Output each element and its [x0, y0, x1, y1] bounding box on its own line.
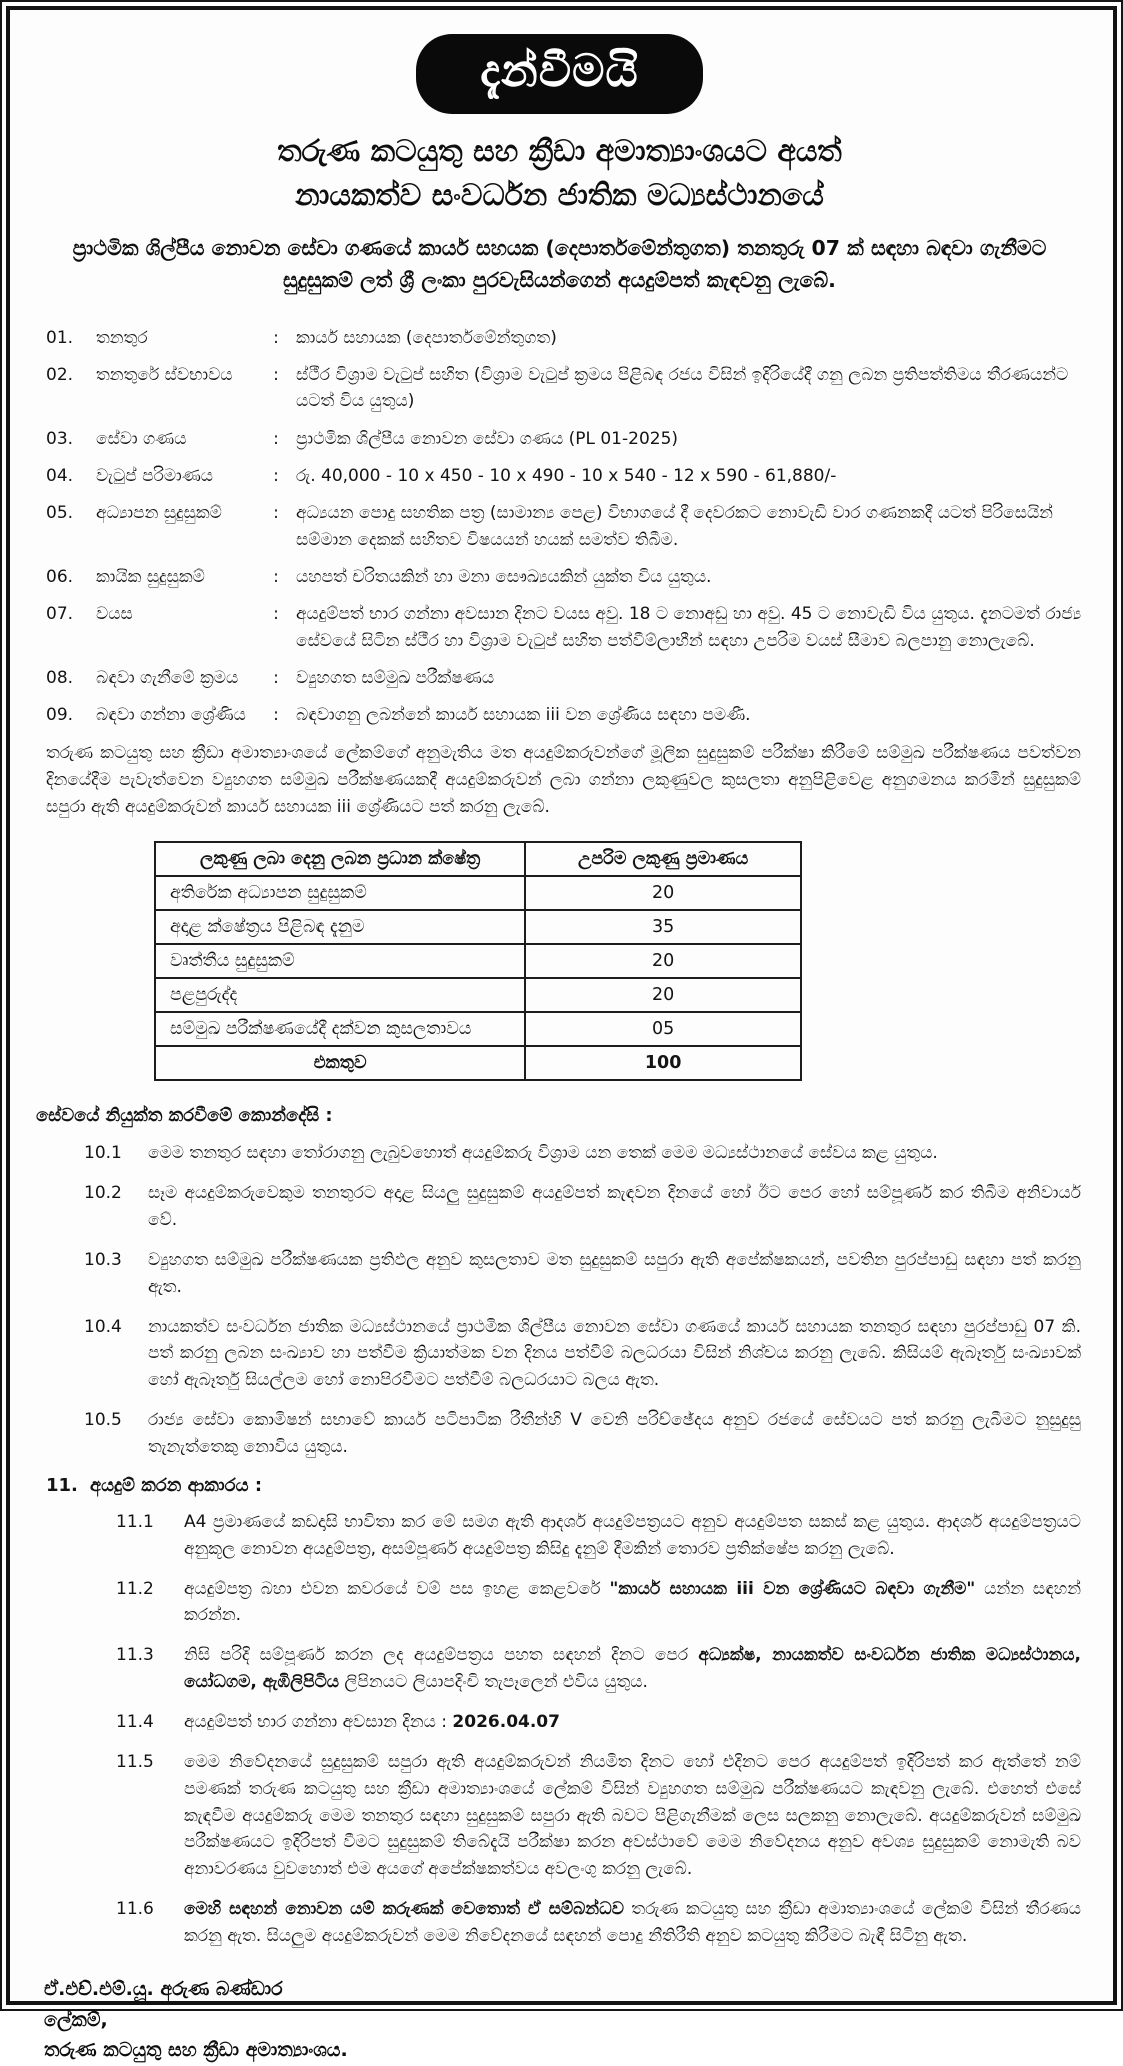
- vacancy-intro: ප්‍රාථමික ශිල්පීය නොවන සේවා ගණයේ කාර්ය සහයක (දෙපාර්තමේන්තුගත) තනතුරු 07 ක් සඳහා බඳවා ගැනීමට සුදුසුකම් ලත් ශ්‍රී ලංකා පුරවැසියන්ගෙන් අයදුම්පත් කැඳවනු ලැබේ.: [72, 236, 1047, 292]
- application-item-11-1: [116, 1509, 1081, 1563]
- detail-item-06: [36, 564, 1083, 590]
- detail-value: අයදුම්පත් භාර ගන්නා අවසාන දිනට වයස අවු. 18 ට නොඅඩු හා අවු. 45 ට නොවැඩි විය යුතුය. දැනටමත් රාජ්‍ය සේවයේ සිටින ස්ථීර හා විශ්‍රාම වැටුප් සහිත පත්වීම්ලාභීන් සඳහා උපරිම වයස් සීමාව බලපානු නොලැබේ.: [296, 604, 1082, 651]
- detail-item-09: [36, 702, 1083, 728]
- condition-no: 10.4: [84, 1316, 122, 1337]
- detail-item-02: [36, 362, 1083, 415]
- application-item-11-4: [116, 1709, 1081, 1736]
- application-section-no: 11.: [46, 1474, 78, 1496]
- detail-value: ස්ථීර විශ්‍රාම වැටුප් සහිත (විශ්‍රාම වැටුප් ක්‍රමය පිළිබඳ රජය විසින් ඉදිරියේදී ගනු ලබන ප්‍රතිපත්තිමය තීරණයන්ට යටත් විය යුතුය): [296, 364, 1069, 412]
- detail-no: 09.: [46, 705, 74, 726]
- scoring-table-header-row: [155, 842, 801, 876]
- detail-value: යහපත් චරිතයකින් හා මනා සෞඛ්‍යයකින් යුක්ත විය යුතුය.: [296, 566, 712, 587]
- score-row: [155, 910, 801, 944]
- detail-label: වැටුප් පරිමාණය: [96, 465, 214, 486]
- application-text-bold: මෙහි සඳහන් නොවන යම් කරුණක් වෙතොත් ඒ සම්බන්ධව: [184, 1899, 624, 1920]
- ministry-title: [36, 130, 1083, 217]
- application-item-11-6: [116, 1896, 1081, 1950]
- condition-no: 10.1: [84, 1143, 122, 1164]
- score-label-cell: අදාළ ක්ෂේත්‍රය පිළිබඳ දැනුම: [155, 910, 525, 944]
- application-list: [36, 1509, 1083, 1950]
- score-label-cell: පළපුරුද්ද: [155, 978, 525, 1012]
- detail-list: [36, 325, 1083, 729]
- condition-text: නායකත්ව සංවර්ධන ජාතික මධ්‍යස්ථානයේ ප්‍රාථමික ශිල්පීය නොවන සේවා ගණයේ කාර්ය සහායක තනතුර සඳහා පුරප්පාඩු 07 කි. පත් කරනු ලබන සංඛ්‍යාව හා පත්වීම ක්‍රියාත්මක වන දිනය පත්වීම් බලධරයා විසින් නිශ්චය කරනු ලැබේ. කිසියම් ඇබෑර්තු සංඛ්‍යාවක් හෝ ඇබෑර්තු සියල්ලම හෝ නොපිරවීමට පත්වීම් බලධරයාට බලය ඇත.: [148, 1316, 1081, 1391]
- condition-text: ව්‍යුහගත සම්මුඛ පරීක්ෂණයක ප්‍රතිඵල අනුව කුසලතාව මත සුදුසුකම් සපුරා ඇති අපේක්ෂකයන්, පවතින පුරප්පාඩු සඳහා පත් කරනු ඇත.: [148, 1249, 1081, 1297]
- notice-inner-frame: [6, 6, 1117, 2062]
- application-text-pre: නිසි පරිදි සම්පූර්ණ කරන ලද අයදුම්පත්‍රය පහත සඳහන් දිනට පෙර: [184, 1645, 699, 1666]
- application-text: [184, 1509, 1081, 1563]
- condition-text: මෙම තනතුර සඳහා තෝරාගනු ලැබුවහොත් අයදුම්කරු විශ්‍රාම යන තෙක් මෙම මධ්‍යස්ථානයේ සේවය කළ යුතුය.: [148, 1143, 938, 1164]
- application-text: [184, 1709, 1081, 1736]
- detail-value: බඳවාගනු ලබන්නේ කාර්ය සහායක iii වන ශ්‍රේණිය සඳහා පමණී.: [296, 705, 751, 726]
- application-item-11-2: [116, 1576, 1081, 1630]
- banner-title: දැන්වීමයි: [480, 44, 639, 97]
- detail-colon: :: [273, 327, 279, 348]
- detail-value: කාර්ය සහායක (දෙපාර්තමේන්තුගත): [296, 327, 557, 348]
- detail-no: 01.: [46, 327, 74, 348]
- conditions-heading: සේවයේ නියුක්ත කරවීමේ කොන්දේසි :: [36, 1105, 333, 1127]
- condition-no: 10.5: [84, 1410, 122, 1431]
- score-value-cell: 05: [525, 1012, 801, 1046]
- application-no: 11.2: [116, 1578, 154, 1599]
- score-label-cell: වෘත්තීය සුදුසුකම්: [155, 944, 525, 978]
- detail-label: තනතුර: [96, 327, 148, 348]
- detail-item-04: [36, 463, 1083, 489]
- detail-colon: :: [273, 364, 279, 385]
- score-total-row: [155, 1046, 801, 1080]
- application-text-post: තරුණ කටයුතු සහ ක්‍රීඩා අමාත්‍යාංශයේ ලේකම් විසින් තීරණය කරනු ඇත. සියලුම අයදුම්කරුවන් මෙම නිවේදනයේ සඳහන් පොදු නීතිරීති අනුව කටයුතු කිරීමට බැඳී සිටිනු ඇත.: [184, 1899, 1082, 1946]
- application-no: 11.5: [116, 1751, 154, 1772]
- detail-item-07: [36, 601, 1083, 654]
- application-no: 11.4: [116, 1711, 154, 1732]
- detail-label: අධ්‍යාපන සුදුසුකම්: [96, 503, 222, 524]
- detail-label: බඳවා ගන්නා ශ්‍රේණිය: [96, 705, 246, 726]
- signatory-name: ඒ.එච්.එම්.යූ. අරුණ බණ්ඩාර: [44, 1977, 283, 2000]
- application-text-post: ලිපිනයට ලියාපදිංචි තැපෑලෙන් එවිය යුතුය.: [339, 1672, 648, 1693]
- detail-label: තනතුරේ ස්වභාවය: [96, 364, 233, 385]
- detail-label: බඳවා ගැනීමේ ක්‍රමය: [96, 667, 239, 688]
- detail-no: 05.: [46, 503, 74, 524]
- application-text-pre: මෙම නිවේදනයේ සුදුසුකම් සපුරා ඇති අයදුම්කරුවන් නියමිත දිනට හෝ එදිනට පෙර අයදුම්පත් ඉදිරිපත් කර ඇත්තේ නම් පමණක් තරුණ කටයුතු සහ ක්‍රීඩා අමාත්‍යාංශයේ ලේකම් විසින් ව්‍යුහගත සම්මුඛ පරීක්ෂණයට කැඳවනු ලැබේ. එහෙත් එසේ කැඳවීම අයදුම්කරු මෙම තනතුර සඳහා සුදුසුකම් සපුරා ඇති බවට පිළිගැනීමක් ලෙස සලකනු නොලැබේ. අයදුම්කරුවන් සම්මුඛ පරීක්ෂණයට ඉදිරිපත් වීමට සුදුසුකම් තිබේදැයි පරීක්ෂා කරන අවස්ථාවේ මෙම නිවේදනය අනුව අවශ්‍ය සුදුසුකම් නොමැති බව අනාවරණය වුවහොත් එම අයගේ අපේක්ෂකත්වය අවලංගු කරනු ලැබේ.: [184, 1751, 1081, 1880]
- detail-colon: :: [273, 667, 279, 688]
- score-value-cell: 20: [525, 978, 801, 1012]
- conditions-list: [36, 1140, 1083, 1461]
- application-text: [184, 1642, 1081, 1696]
- condition-no: 10.2: [84, 1183, 122, 1204]
- detail-value: ප්‍රාථමික ශිල්පීය නොවන සේවා ගණය (PL 01-2025): [296, 428, 679, 449]
- detail-no: 06.: [46, 566, 74, 587]
- detail-colon: :: [273, 566, 279, 587]
- signatory-org: තරුණ කටයුතු සහ ක්‍රීඩා අමාත්‍යාංශය.: [44, 2039, 348, 2062]
- detail-colon: :: [273, 465, 279, 486]
- detail-colon: :: [273, 604, 279, 625]
- application-text: [184, 1896, 1081, 1950]
- score-value-cell: 35: [525, 910, 801, 944]
- score-row: [155, 978, 801, 1012]
- condition-no: 10.3: [84, 1249, 122, 1270]
- application-item-11-5: [116, 1749, 1081, 1883]
- condition-item-10-1: [84, 1140, 1081, 1167]
- detail-no: 04.: [46, 465, 74, 486]
- signature-block: [44, 1974, 1083, 2066]
- application-section-heading: [46, 1475, 1083, 1496]
- score-label-cell: සම්මුඛ පරීක්ෂණයේදී දක්වන කුසලතාවය: [155, 1012, 525, 1046]
- score-total-label: එකතුව: [155, 1046, 525, 1080]
- scoring-header-max-marks: උපරිම ලකුණු ප්‍රමාණය: [525, 842, 801, 876]
- selection-note: තරුණ කටයුතු සහ ක්‍රීඩා අමාත්‍යාංශයේ ලේකම්ගේ අනුමැතිය මත අයදුම්කරුවන්ගේ මූලික සුදුසුකම් පරීක්ෂා කිරීමේ සම්මුඛ පරීක්ෂණය පවත්වන දිනයේදීම පැවැත්වෙන ව්‍යුහගත සම්මුඛ පරීක්ෂණයකදී අයදුම්කරුවන් ලබා ගන්නා ලකුණුවල කුසලතා අනුපිළිවෙළ අනුගමනය කරමින් සුදුසුකම් සපුරා ඇති අයදුම්කරුවන් කාර්ය සහායක iii ශ්‍රේණියට පත් කරනු ලැබේ.: [46, 742, 1081, 818]
- condition-text: රාජ්‍ය සේවා කොමිෂන් සභාවේ කාර්ය පටිපාටික රීතීන්හි V වෙනි පරිච්ඡේදය අනුව රජයේ සේවයට පත් කරනු ලැබීමට නුසුදුසු තැනැත්තෙකු නොවිය යුතුය.: [148, 1410, 1081, 1457]
- banner-row: [36, 34, 1083, 114]
- application-text-post: යන්න සඳහන් කරන්න.: [184, 1578, 1081, 1626]
- detail-colon: :: [273, 705, 279, 726]
- application-text-bold: අධ්‍යක්ෂ, නායකත්ව සංවර්ධන ජාතික මධ්‍යස්ථානය, යෝධගම, ඇඹිලිපිටිය: [184, 1645, 1081, 1693]
- application-text: [184, 1749, 1081, 1883]
- detail-colon: :: [273, 428, 279, 449]
- score-row: [155, 944, 801, 978]
- application-no: 11.3: [116, 1645, 154, 1666]
- condition-item-10-2: [84, 1180, 1081, 1234]
- scoring-header-areas: ලකුණු ලබා දෙනු ලබන ප්‍රධාන ක්ෂේත්‍ර: [155, 842, 525, 876]
- application-text-pre: අයදුම්පත්‍ර බහා එවන කවරයේ වම් පස ඉහළ කෙළවරේ: [184, 1578, 610, 1599]
- application-closing-date: 2026.04.07: [452, 1711, 560, 1732]
- application-text-pre: අයදුම්පත් භාර ගන්නා අවසාන දිනය :: [184, 1711, 453, 1732]
- detail-no: 07.: [46, 604, 74, 625]
- application-text-pre: A4 ප්‍රමාණයේ කඩදාසි භාවිතා කර මේ සමග ඇති ආදර්ශ අයදුම්පත්‍රයට අනුව අයදුම්පත සකස් කළ යුතුය. ආදර්ශ අයදුම්පත්‍රයට අනුකූල නොවන අයදුම්පත්‍ර, අසම්පූර්ණ අයදුම්පත්‍ර කිසිදු දැනුම් දීමකින් තොරව ප්‍රතික්ෂේප කරනු ලැබේ.: [184, 1511, 1081, 1559]
- score-total-value: 100: [525, 1046, 801, 1080]
- detail-no: 08.: [46, 667, 74, 688]
- score-row: [155, 1012, 801, 1046]
- application-item-11-3: [116, 1642, 1081, 1696]
- detail-no: 03.: [46, 428, 74, 449]
- score-row: [155, 876, 801, 910]
- application-no: 11.1: [116, 1511, 154, 1532]
- detail-item-01: [36, 325, 1083, 351]
- application-text-bold: "කාර්ය සහායක iii වන ශ්‍රේණියට බඳවා ගැනීම": [609, 1578, 976, 1599]
- detail-item-08: [36, 665, 1083, 691]
- score-label-cell: අතිරේක අධ්‍යාපන සුදුසුකම්: [155, 876, 525, 910]
- scoring-table: [154, 841, 802, 1081]
- signatory-title: ලේකම්,: [44, 2008, 108, 2031]
- score-value-cell: 20: [525, 876, 801, 910]
- detail-label: වයස: [96, 604, 133, 625]
- detail-no: 02.: [46, 364, 74, 385]
- score-value-cell: 20: [525, 944, 801, 978]
- detail-item-05: [36, 500, 1083, 553]
- application-text: [184, 1576, 1081, 1630]
- detail-value: අධ්‍යයන පොදු සහතික පත්‍ර (සාමාන්‍ය පෙළ) විභාගයේ දී දෙවරකට නොවැඩි වාර ගණනකදී යටත් පිරිසෙයින් සම්මාන දෙකක් සහිතව විෂයයන් හයක් සමත්ව තිබීම.: [296, 503, 1053, 550]
- detail-colon: :: [273, 503, 279, 524]
- condition-item-10-5: [84, 1407, 1081, 1461]
- ministry-title-line-1: තරුණ කටයුතු සහ ක්‍රීඩා අමාත්‍යාංශයට අයත්: [277, 134, 842, 169]
- application-heading: අයදුම් කරන ආකාරය :: [90, 1474, 263, 1496]
- ministry-title-line-2: නායකත්ව සංවර්ධන ජාතික මධ්‍යස්ථානයේ: [295, 177, 824, 213]
- detail-label: සේවා ගණය: [96, 428, 187, 449]
- detail-value: රු. 40,000 - 10 x 450 - 10 x 490 - 10 x 540 - 12 x 590 - 61,880/-: [296, 465, 837, 486]
- condition-item-10-3: [84, 1247, 1081, 1301]
- detail-item-03: [36, 426, 1083, 452]
- application-no: 11.6: [116, 1899, 154, 1920]
- detail-label: කායික සුදුසුකම්: [96, 566, 205, 587]
- condition-item-10-4: [84, 1314, 1081, 1395]
- notice-banner: [416, 34, 703, 114]
- detail-value: ව්‍යුහගත සම්මුඛ පරීක්ෂණය: [296, 667, 495, 688]
- condition-text: සෑම අයදුම්කරුවෙකුම තනතුරට අදාළ සියලු සුදුසුකම් අයදුම්පත් කැඳවන දිනයේ හෝ ඊට පෙර හෝ සම්පූර්ණ කර තිබීම අනිවාර්ය වේ.: [148, 1183, 1081, 1230]
